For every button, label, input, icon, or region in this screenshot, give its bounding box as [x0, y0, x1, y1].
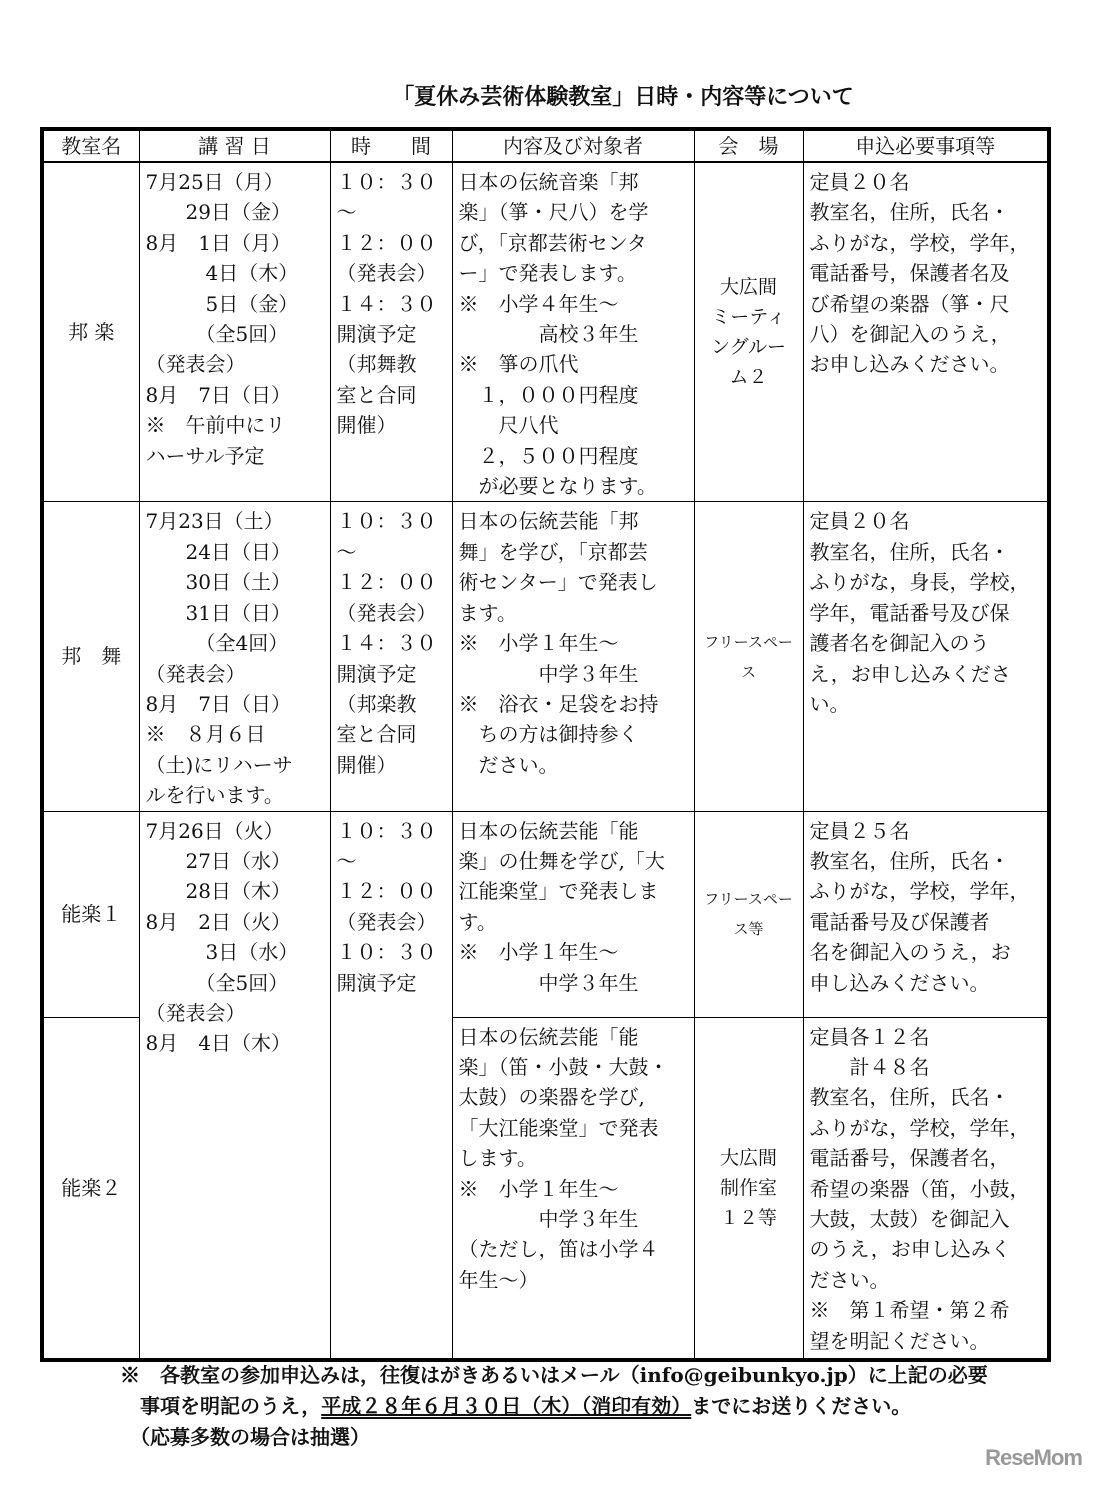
cell-line: ふりがな，学校，学年，: [809, 230, 1030, 255]
cell-line: 名を御記入のうえ，お: [809, 940, 1011, 965]
cell-line: のうえ，お申し込みく: [809, 1237, 1011, 1262]
cell-line: ～: [336, 848, 357, 873]
cell-line: １２：００: [336, 570, 437, 595]
cell-line: （発表会）: [145, 352, 246, 377]
cell-line: 楽」の仕舞を学び,「大: [458, 848, 665, 873]
table-header-row: [42, 129, 1049, 162]
cell-line: 定員２０名: [809, 509, 910, 534]
cell-line: 日本の伝統芸能「能: [458, 818, 639, 843]
cell-line: ー」で発表します。: [458, 261, 637, 286]
cell-line: １２：００: [336, 230, 437, 255]
cell-line: （全4回）: [145, 631, 289, 656]
cell-line: 学年，電話番号及び保: [809, 600, 1010, 625]
cell-line: え，お申し込みくださ: [809, 661, 1011, 686]
cell-line: １４：３０: [336, 631, 437, 656]
cell-line: 電話番号及び保護者: [809, 909, 990, 934]
venue-cell: [694, 1017, 803, 1360]
table-row: [42, 162, 1049, 502]
cell-line: １２等: [719, 1206, 777, 1229]
cell-line: 教室名，住所，氏名・: [809, 1085, 1010, 1110]
cell-line: ※ 浴衣・足袋をお持: [458, 691, 659, 716]
classroom-name: 邦 楽: [42, 162, 139, 502]
cell-line: 7月26日（火）: [145, 818, 284, 843]
cell-line: 日本の伝統芸能「能: [458, 1024, 639, 1049]
cell-line: （発表会）: [336, 261, 437, 286]
cell-line: ふりがな，身長，学校，: [809, 570, 1030, 595]
cell-line: 定員２５名: [809, 818, 910, 843]
content-cell: [452, 162, 694, 502]
cell-line: 24日（日）: [145, 539, 291, 564]
cell-line: ※ 小学１年生～: [458, 1176, 619, 1201]
cell-line: （土)にリハーサ: [145, 752, 293, 777]
cell-line: １４：３０: [336, 291, 437, 316]
time-cell: [330, 811, 452, 1360]
table-row: [42, 502, 1049, 811]
cell-line: 大広間: [719, 276, 777, 299]
cell-line: 中学３年生: [458, 1206, 639, 1231]
cell-line: ～: [336, 539, 357, 564]
cell-line: ス等: [733, 920, 764, 939]
cell-line: 制作室: [719, 1176, 777, 1199]
application-cell: [803, 162, 1049, 502]
deadline: 平成２８年６月３０日（木）（消印有効）: [321, 1394, 692, 1418]
note-line: ※ 各教室の参加申込みは，往復はがきあるいはメール（info@geibunkyo.jp）に上記の必要: [120, 1363, 988, 1387]
cell-line: 中学３年生: [458, 970, 639, 995]
cell-line: 電話番号，保護者名，: [809, 1146, 1010, 1171]
cell-line: 尺八代: [458, 413, 559, 438]
cell-line: 楽」（笛・小鼓・大鼓・: [458, 1054, 669, 1079]
cell-line: 楽」（箏・尺八）を学: [458, 200, 649, 225]
cell-line: ス: [740, 662, 756, 681]
cell-line: 太鼓）の楽器を学び,: [458, 1085, 645, 1110]
dates-cell: [139, 502, 330, 811]
cell-line: １０：３０: [336, 509, 437, 534]
cell-line: ～: [336, 200, 357, 225]
cell-line: （邦舞教: [336, 352, 417, 377]
cell-line: ださい。: [458, 752, 559, 777]
cell-line: 計４８名: [809, 1054, 930, 1079]
cell-line: 日本の伝統音楽「邦: [458, 170, 639, 194]
cell-line: 大鼓，太鼓）を御記入: [809, 1206, 1010, 1231]
cell-line: 教室名，住所，氏名・: [809, 200, 1010, 225]
cell-line: 28日（木）: [145, 879, 291, 904]
venue-cell: [694, 811, 803, 1017]
header-content: 内容及び対象者: [452, 129, 694, 162]
header-venue: 会 場: [694, 129, 803, 162]
cell-line: ※ ８月６日: [145, 722, 266, 747]
cell-line: ハーサル予定: [145, 443, 265, 468]
venue-cell: [694, 162, 803, 502]
cell-line: 定員各１２名: [809, 1024, 930, 1049]
cell-line: 室と合同: [336, 382, 417, 407]
cell-line: ※ 小学１年生～: [458, 631, 619, 656]
cell-line: １０：３０: [336, 818, 437, 843]
cell-line: ルを行います。: [145, 783, 284, 808]
cell-line: い。: [809, 691, 850, 716]
cell-line: （発表会）: [145, 1000, 246, 1025]
cell-line: 開演予定: [336, 970, 417, 995]
application-cell: [803, 502, 1049, 811]
cell-line: （発表会）: [336, 909, 437, 934]
cell-line: ※ 小学４年生～: [458, 291, 619, 316]
cell-line: び希望の楽器（箏・尺: [809, 291, 1010, 316]
cell-line: 年生～）: [458, 1267, 539, 1292]
application-cell: [803, 1017, 1049, 1360]
cell-line: 8月 7日（日）: [145, 382, 291, 407]
cell-line: 8月 7日（日）: [145, 691, 291, 716]
cell-line: ム２: [729, 366, 768, 389]
content-cell: [452, 1017, 694, 1360]
cell-line: ※ 箏の爪代: [458, 352, 579, 377]
schedule-table: [40, 127, 1051, 1362]
cell-line: 7月23日（土）: [145, 509, 284, 534]
header-application: 申込必要事項等: [803, 129, 1049, 162]
cell-line: １０：３０: [336, 170, 437, 194]
cell-line: ミーティ: [711, 306, 786, 329]
cell-line: 術センター」で発表し: [458, 570, 658, 595]
classroom-name: 能楽１: [42, 811, 139, 1017]
cell-line: ちの方は御持参く: [458, 722, 639, 747]
cell-line: 舞」を学び，「京都芸: [458, 539, 648, 564]
header-time: 時 間: [330, 129, 452, 162]
time-cell: [330, 502, 452, 811]
cell-line: （発表会）: [145, 661, 246, 686]
cell-line: 教室名，住所，氏名・: [809, 848, 1010, 873]
cell-line: ださい。: [809, 1267, 890, 1292]
cell-line: （全5回）: [145, 322, 289, 347]
cell-line: （全5回）: [145, 970, 289, 995]
cell-line: ングルー: [710, 336, 787, 359]
venue-cell: [694, 502, 803, 811]
cell-line: 中学３年生: [458, 661, 639, 686]
classroom-name: 能楽２: [42, 1017, 139, 1360]
cell-line: 開演予定: [336, 322, 417, 347]
cell-line: ます。: [458, 600, 517, 625]
cell-line: ※ 午前中にリ: [145, 413, 286, 438]
cell-line: 高校３年生: [458, 322, 639, 347]
cell-line: 定員２０名: [809, 170, 910, 194]
cell-line: 日本の伝統芸能「邦: [458, 509, 639, 534]
cell-line: フリースペー: [704, 890, 793, 909]
cell-line: び，「京都芸術センタ: [458, 230, 647, 255]
note-text: 事項を明記のうえ，: [120, 1394, 322, 1418]
cell-line: １０：３０: [336, 940, 437, 965]
cell-line: 7月25日（月）: [145, 170, 284, 194]
cell-line: ふりがな，学校，学年，: [809, 879, 1030, 904]
cell-line: します。: [458, 1146, 537, 1171]
classroom-name: 邦 舞: [42, 502, 139, 811]
cell-line: 30日（土）: [145, 570, 291, 595]
cell-line: ※ 第１希望・第２希: [809, 1298, 1010, 1323]
cell-line: 8月 2日（火）: [145, 909, 291, 934]
cell-line: が必要となります。: [458, 474, 657, 499]
cell-line: 開催）: [336, 752, 397, 777]
application-notes: [120, 1360, 988, 1453]
content-cell: [452, 811, 694, 1017]
cell-line: １２：００: [336, 879, 437, 904]
cell-line: フリースペー: [704, 632, 793, 651]
cell-line: お申し込みください。: [809, 352, 1010, 377]
dates-cell: [139, 811, 330, 1360]
cell-line: 開演予定: [336, 661, 417, 686]
header-classroom: 教室名: [42, 129, 139, 162]
cell-line: 4日（木）: [145, 261, 299, 286]
cell-line: 八）を御記入のうえ，: [809, 322, 1011, 347]
content-cell: [452, 502, 694, 811]
cell-line: （発表会）: [336, 600, 437, 625]
cell-line: 「大江能楽堂」で発表: [458, 1115, 659, 1140]
application-cell: [803, 811, 1049, 1017]
cell-line: 望を明記ください。: [809, 1328, 990, 1353]
cell-line: 江能楽堂」で発表しま: [458, 879, 659, 904]
cell-line: ※ 小学１年生～: [458, 940, 619, 965]
document-title: 「夏休み芸術体験教室」日時・内容等について: [392, 84, 854, 110]
cell-line: 室と合同: [336, 722, 417, 747]
cell-line: 開催）: [336, 413, 397, 438]
watermark-logo: ReseMom: [985, 1445, 1082, 1470]
cell-line: （ただし，笛は小学４: [458, 1237, 659, 1262]
cell-line: １，０００円程度: [458, 382, 639, 407]
cell-line: ２，５００円程度: [458, 443, 639, 468]
note-line: [120, 1391, 988, 1422]
cell-line: 希望の楽器（笛，小鼓，: [809, 1176, 1030, 1201]
cell-line: 電話番号，保護者名及: [809, 261, 1010, 286]
cell-line: 27日（水）: [145, 848, 291, 873]
note-line: （応募多数の場合は抽選）: [120, 1425, 370, 1449]
cell-line: 申し込みください。: [809, 970, 990, 995]
cell-line: 8月 1日（月）: [145, 230, 291, 255]
cell-line: 3日（水）: [145, 940, 299, 965]
cell-line: 教室名，住所，氏名・: [809, 539, 1010, 564]
cell-line: 5日（金）: [145, 291, 299, 316]
cell-line: 8月 4日（木）: [145, 1031, 291, 1056]
cell-line: 大広間: [719, 1146, 777, 1169]
cell-line: ふりがな，学校，学年，: [809, 1115, 1030, 1140]
time-cell: [330, 162, 452, 502]
table-row: [42, 811, 1049, 1017]
cell-line: す。: [458, 909, 497, 934]
cell-line: 31日（日）: [145, 600, 291, 625]
dates-cell: [139, 162, 330, 502]
cell-line: （邦楽教: [336, 691, 417, 716]
cell-line: 29日（金）: [145, 200, 291, 225]
cell-line: 護者名を御記入のう: [809, 631, 990, 656]
header-dates: 講 習 日: [139, 129, 330, 162]
note-text: までにお送りください。: [691, 1394, 912, 1418]
